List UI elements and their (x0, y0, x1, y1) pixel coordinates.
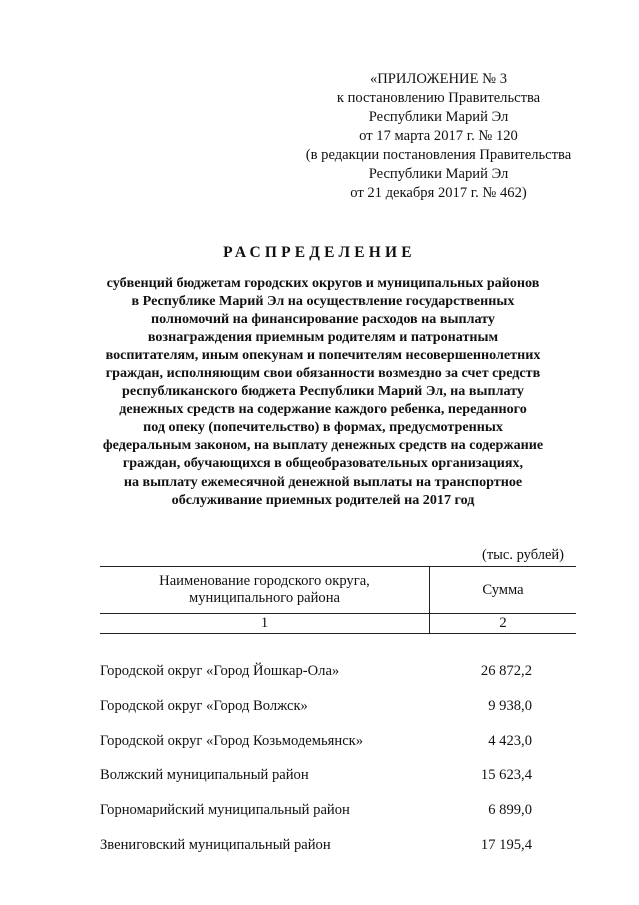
appendix-line: от 21 декабря 2017 г. № 462) (350, 185, 527, 201)
appendix-line: «ПРИЛОЖЕНИЕ № 3 (369, 71, 508, 87)
table-row (100, 715, 576, 750)
column-header-name-text: Наименование городского округа, муниципального района (159, 573, 370, 606)
subtitle-line: под опеку (попечительство) в формах, предусмотренных (143, 419, 503, 436)
subtitle-line: обслуживание приемных родителей на 2017 год (171, 491, 475, 508)
appendix-line: к постановлению Правительства (336, 90, 541, 106)
subtitle-line: граждан, обучающихся в общеобразовательных организациях, (122, 455, 524, 472)
appendix-line: от 17 марта 2017 г. № 120 (359, 128, 518, 144)
subtitle-line: воспитателям, иным опекунам и попечителям несовершеннолетних (105, 347, 541, 364)
table-row (100, 750, 576, 785)
district-name: Городской округ «Город Козьмодемьянск» (100, 732, 364, 749)
subtitle-line: денежных средств на содержание каждого ребенка, переданного (119, 401, 527, 418)
subtitle-line: вознаграждения приемным родителям и патронатным (147, 329, 499, 346)
appendix-line: Республики Марий Эл (368, 166, 509, 182)
column-number-row (100, 614, 576, 634)
appendix-line: (в редакции постановления Правительства (305, 147, 572, 163)
appendix-line: Республики Марий Эл (368, 109, 509, 125)
district-amount: 4 423,0 (488, 732, 532, 749)
district-name: Горномарийский муниципальный район (100, 802, 350, 819)
subtitle-line: республиканского бюджета Республики Марий Эл, на выплату (122, 383, 524, 400)
subtitle-line: в Республике Марий Эл на осуществление государственных (131, 293, 515, 310)
units-label: (тыс. рублей) (482, 547, 564, 563)
district-amount: 9 938,0 (488, 697, 532, 714)
district-name: Городской округ «Город Йошкар-Ола» (100, 663, 340, 679)
table-row (100, 680, 576, 715)
district-name: Волжский муниципальный район (100, 767, 309, 784)
subtitle-line: на выплату ежемесячной денежной выплаты на транспортное (123, 473, 523, 490)
document-subtitle (88, 274, 558, 509)
district-amount: 6 899,0 (488, 802, 532, 819)
document-title: РАСПРЕДЕЛЕНИЕ (223, 244, 416, 261)
appendix-block (296, 70, 581, 203)
district-name: Звениговский муниципальный район (100, 836, 331, 853)
district-amount: 15 623,4 (480, 767, 532, 784)
column-number-1: 1 (100, 614, 430, 634)
table-row (100, 819, 576, 854)
table-header-row (100, 567, 576, 614)
distribution-table (100, 566, 576, 854)
column-number-2: 2 (430, 614, 577, 634)
subtitle-line: субвенций бюджетам городских округов и муниципальных районов (106, 275, 540, 291)
district-name: Городской округ «Город Волжск» (100, 697, 308, 714)
table-row (100, 634, 576, 681)
subtitle-line: федеральным законом, на выплату денежных средств на содержание (102, 437, 544, 454)
column-header-amount: Сумма (430, 567, 577, 614)
district-amount: 26 872,2 (480, 663, 532, 679)
subtitle-line: граждан, исполняющим свои обязанности возмездно за счет средств (105, 365, 541, 382)
table-row (100, 784, 576, 819)
column-header-name (100, 567, 430, 614)
district-amount: 17 195,4 (480, 836, 532, 853)
subtitle-line: полномочий на финансирование расходов на выплату (151, 311, 495, 328)
